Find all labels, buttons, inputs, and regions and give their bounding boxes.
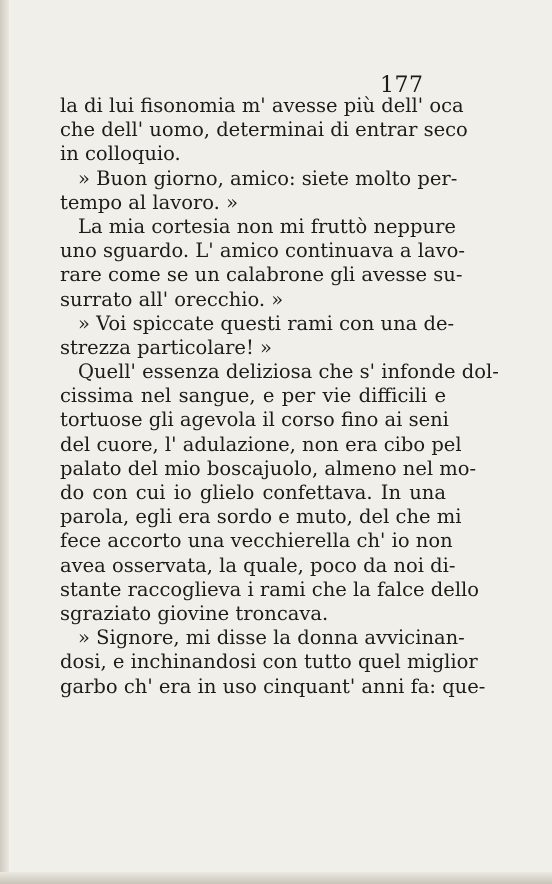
text-line: » Buon giorno, amico: siete molto per- bbox=[78, 166, 458, 190]
text-line: avea osservata, la quale, poco da noi di- bbox=[60, 553, 456, 577]
text-line: sgraziato giovine troncava. bbox=[60, 601, 329, 625]
text-line: che dell' uomo, determinai di entrar seco bbox=[60, 118, 468, 142]
text-line: » Voi spiccate questi rami con una de- bbox=[78, 311, 455, 335]
text-line: parola, egli era sordo e muto, del che mi bbox=[60, 505, 462, 529]
body-text bbox=[60, 94, 499, 699]
text-line: surrato all' orecchio. » bbox=[60, 287, 284, 311]
text-line: do con cui io glielo confettava. In una bbox=[60, 481, 446, 504]
text-line: tortuose gli agevola il corso fino ai seni bbox=[60, 408, 449, 432]
text-line: in colloquio. bbox=[60, 142, 181, 166]
page-bottom-edge bbox=[0, 872, 552, 884]
text-line: tempo al lavoro. » bbox=[60, 190, 239, 214]
text-line: garbo ch' era in uso cinquant' anni fa: que- bbox=[60, 674, 486, 698]
text-line: » Signore, mi disse la donna avvicinan- bbox=[78, 626, 465, 650]
text-line: palato del mio boscajuolo, almeno nel mo- bbox=[60, 456, 477, 480]
text-line: fece accorto una vecchierella ch' io non bbox=[60, 529, 453, 553]
page-number: 177 bbox=[380, 73, 424, 98]
text-line: uno sguardo. L' amico continuava a lavo- bbox=[60, 239, 465, 263]
text-line: Quell' essenza deliziosa che s' infonde dol- bbox=[78, 360, 499, 384]
text-line: del cuore, l' adulazione, non era cibo pel bbox=[60, 432, 462, 456]
text-line: strezza particolare! » bbox=[60, 335, 272, 359]
page-left-edge bbox=[0, 0, 9, 884]
text-line: La mia cortesia non mi fruttò neppure bbox=[78, 214, 456, 238]
text-line: stante raccoglieva i rami che la falce dello bbox=[60, 577, 480, 601]
text-line: cissima nel sangue, e per vie difficili e bbox=[60, 384, 446, 408]
text-line: dosi, e inchinandosi con tutto quel miglior bbox=[60, 650, 478, 674]
text-line: rare come se un calabrone gli avesse su- bbox=[60, 263, 463, 287]
text-line: la di lui fisonomia m' avesse più dell' oca bbox=[60, 94, 464, 117]
